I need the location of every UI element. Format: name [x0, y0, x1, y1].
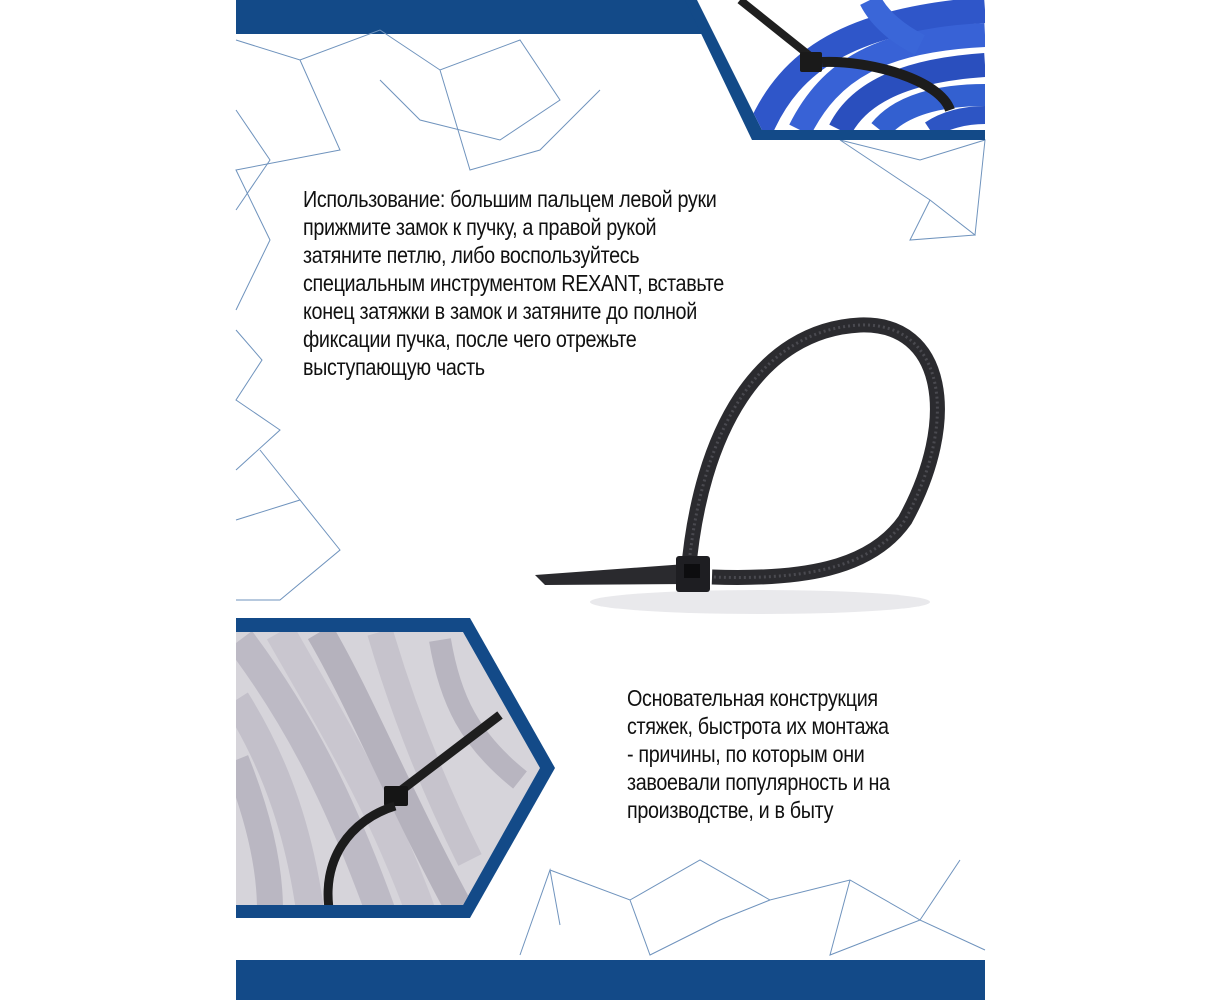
blue-cable-bundle-photo [690, 0, 990, 135]
design-benefits-text: Основательная конструкция стяжек, быстрота их монтажа - причины, по которым они завоевали популярность и на производстве, и в быту [627, 685, 890, 823]
usage-instructions-text: Использование: большим пальцем левой руки прижмите замок к пучку, а правой рукой затяните петлю, либо воспользуйтесь специальным инструментом REXANT, вставьте конец затяжки в замок и затяните до полной фиксации пучка, после чего отрежьте выступающую часть [303, 186, 724, 380]
